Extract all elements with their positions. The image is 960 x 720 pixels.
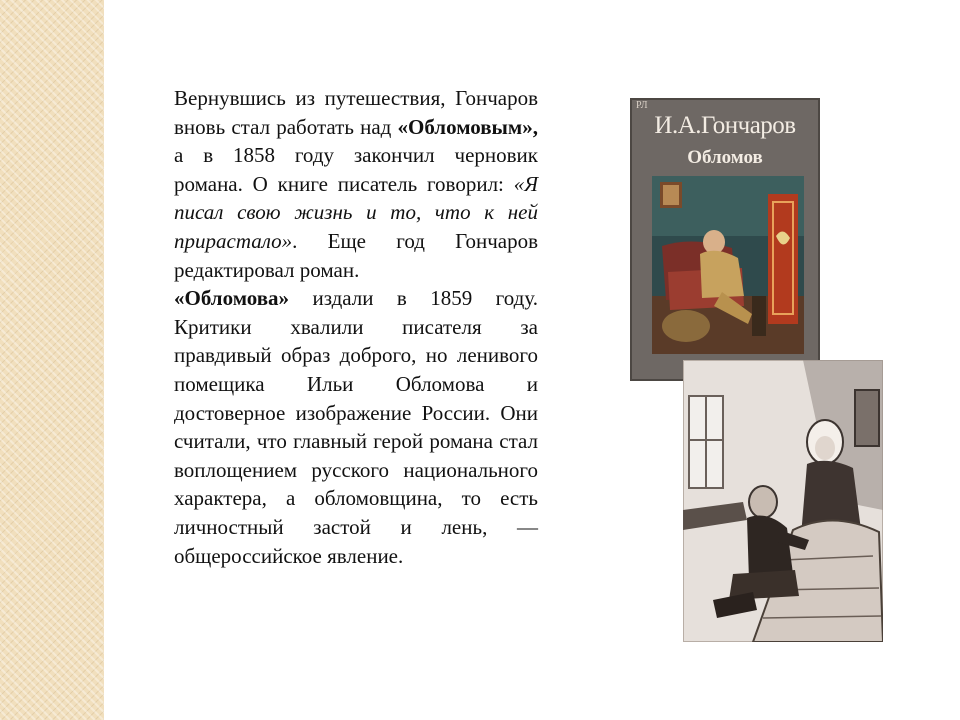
illustration-sketch xyxy=(683,360,883,642)
main-text xyxy=(174,84,538,570)
paragraph-1 xyxy=(174,84,538,284)
book-cover-image xyxy=(630,98,820,381)
paragraph-1-text-b: а в 1858 году закончил черновик романа. О книге писатель говорил: xyxy=(174,143,538,196)
paragraph-2-text: издали в 1859 году. Критики хвалили писателя за правдивый образ доброго, но ленивого помещика Ильи Обломова и достоверное изображение России. Они считали, что главный герой романа стал воплощением русского национального характера, а обломовщина, то есть личностный застой и лень, — общероссийское явление. xyxy=(174,286,538,568)
goncharov-quote: «Я писал свою жизнь и то, что к ней прирастало» xyxy=(174,171,538,253)
paragraph-1-text-a: Вернувшись из путешествия, Гончаров вновь стал работать над xyxy=(174,86,538,139)
book-title-oblomova: «Обломова» xyxy=(174,286,290,311)
cover-author: И.А.Гончаров xyxy=(654,112,796,139)
cover-illustration xyxy=(652,176,804,354)
paragraph-1-text-c: . Еще год Гончаров редактировал роман. xyxy=(174,228,538,282)
book-title-oblomovym: «Обломовым», xyxy=(397,114,538,139)
paragraph-2 xyxy=(174,284,538,570)
sketch-drawing xyxy=(683,360,883,642)
cover-title: Обломов xyxy=(687,147,763,168)
publisher-mark: РЛ xyxy=(636,100,648,111)
decorative-side-stripe xyxy=(0,0,104,720)
